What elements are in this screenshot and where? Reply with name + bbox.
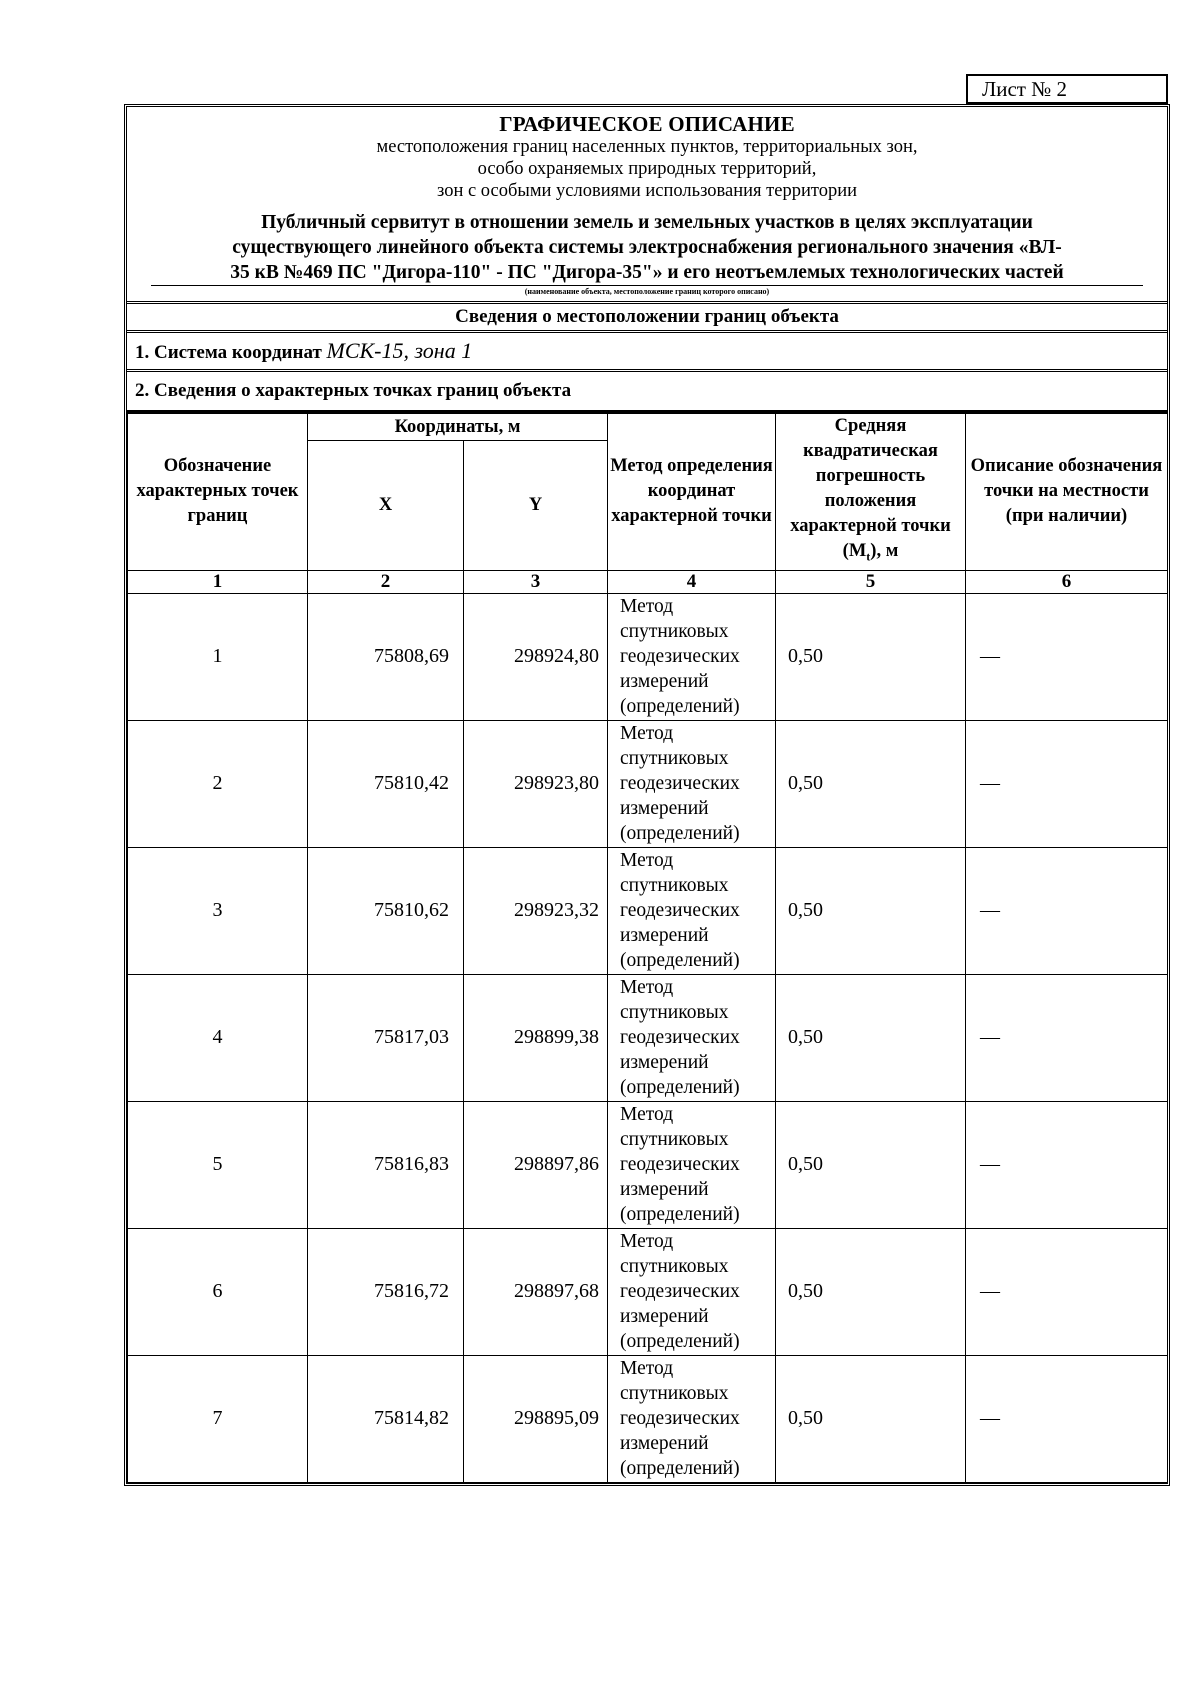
table-row (128, 1101, 1168, 1228)
table-row (128, 593, 1168, 720)
error-value: 0,50 (776, 1228, 966, 1355)
coordinate-system-row (127, 333, 1167, 372)
header-x: X (308, 441, 464, 570)
error-value: 0,50 (776, 593, 966, 720)
column-number-6: 6 (966, 570, 1168, 593)
coordinate-x: 75810,42 (308, 720, 464, 847)
points-table (127, 413, 1168, 1483)
method: Метод спутниковых геодезических измерений (определений) (608, 847, 776, 974)
subtitle-line-2: особо охраняемых природных территорий, (477, 159, 817, 179)
point-number: 7 (128, 1355, 308, 1482)
point-description: — (966, 720, 1168, 847)
method: Метод спутниковых геодезических измерений (определений) (608, 1228, 776, 1355)
coordinate-y: 298923,80 (464, 720, 608, 847)
error-value: 0,50 (776, 847, 966, 974)
point-description: — (966, 1228, 1168, 1355)
table-row (128, 720, 1168, 847)
coordinate-x: 75814,82 (308, 1355, 464, 1482)
method: Метод спутниковых геодезических измерений (определений) (608, 974, 776, 1101)
point-description: — (966, 593, 1168, 720)
points-section-title: 2. Сведения о характерных точках границ объекта (127, 372, 1167, 413)
coordinate-y: 298897,86 (464, 1101, 608, 1228)
coordinate-x: 75817,03 (308, 974, 464, 1101)
section-title: Сведения о местоположении границ объекта (127, 304, 1167, 333)
point-description: — (966, 1101, 1168, 1228)
sheet-number: Лист № 2 (966, 74, 1168, 104)
point-number: 1 (128, 593, 308, 720)
coordinate-x: 75808,69 (308, 593, 464, 720)
coordinate-y: 298897,68 (464, 1228, 608, 1355)
object-line-2: существующего линейного объекта системы электроснабжения регионального значения «ВЛ- (232, 237, 1062, 258)
method: Метод спутниковых геодезических измерений (определений) (608, 720, 776, 847)
header-point: Обозначение характерных точек границ (128, 414, 308, 571)
header-y: Y (464, 441, 608, 570)
document-header (127, 107, 1167, 304)
coordinate-x: 75816,72 (308, 1228, 464, 1355)
document-frame (124, 104, 1170, 1486)
error-value: 0,50 (776, 1101, 966, 1228)
point-description: — (966, 1355, 1168, 1482)
coordinate-x: 75810,62 (308, 847, 464, 974)
coordinate-x: 75816,83 (308, 1101, 464, 1228)
subtitle-line-1: местоположения границ населенных пунктов, территориальных зон, (376, 137, 918, 157)
object-underline (151, 285, 1143, 286)
table-row (128, 974, 1168, 1101)
object-caption: (наименование объекта, местоположение границ которого описано) (524, 287, 770, 296)
document-title: ГРАФИЧЕСКОЕ ОПИСАНИЕ (499, 112, 795, 136)
coordinate-system-label: 1. Система координат (135, 342, 322, 363)
object-line-1: Публичный сервитут в отношении земель и земельных участков в целях эксплуатации (261, 212, 1033, 233)
method: Метод спутниковых геодезических измерений (определений) (608, 593, 776, 720)
coordinate-y: 298895,09 (464, 1355, 608, 1482)
object-name (127, 210, 1167, 285)
method: Метод спутниковых геодезических измерений (определений) (608, 1355, 776, 1482)
column-number-1: 1 (128, 570, 308, 593)
coordinate-y: 298924,80 (464, 593, 608, 720)
column-number-4: 4 (608, 570, 776, 593)
column-number-2: 2 (308, 570, 464, 593)
header-method: Метод определения координат характерной точки (608, 414, 776, 571)
point-number: 4 (128, 974, 308, 1101)
header-description: Описание обозначения точки на местности (при наличии) (966, 414, 1168, 571)
table-row (128, 1228, 1168, 1355)
object-line-3: 35 кВ №469 ПС "Дигора-110" - ПС "Дигора-35"» и его неотъемлемых технологических частей (230, 262, 1064, 283)
coordinate-y: 298899,38 (464, 974, 608, 1101)
subtitle-line-3: зон с особыми условиями использования территории (437, 181, 857, 201)
column-number-3: 3 (464, 570, 608, 593)
header-error: Средняя квадратическая погрешность положения характерной точки $(M_t)$, м (776, 414, 966, 571)
table-row (128, 1355, 1168, 1482)
coordinate-system-value: МСК-15, зона 1 (326, 338, 473, 363)
header-coordinates: Координаты, м (308, 414, 608, 441)
point-description: — (966, 847, 1168, 974)
point-number: 6 (128, 1228, 308, 1355)
error-value: 0,50 (776, 720, 966, 847)
column-number-5: 5 (776, 570, 966, 593)
point-description: — (966, 974, 1168, 1101)
error-value: 0,50 (776, 974, 966, 1101)
error-value: 0,50 (776, 1355, 966, 1482)
point-number: 3 (128, 847, 308, 974)
table-row (128, 847, 1168, 974)
coordinate-y: 298923,32 (464, 847, 608, 974)
point-number: 5 (128, 1101, 308, 1228)
point-number: 2 (128, 720, 308, 847)
method: Метод спутниковых геодезических измерений (определений) (608, 1101, 776, 1228)
